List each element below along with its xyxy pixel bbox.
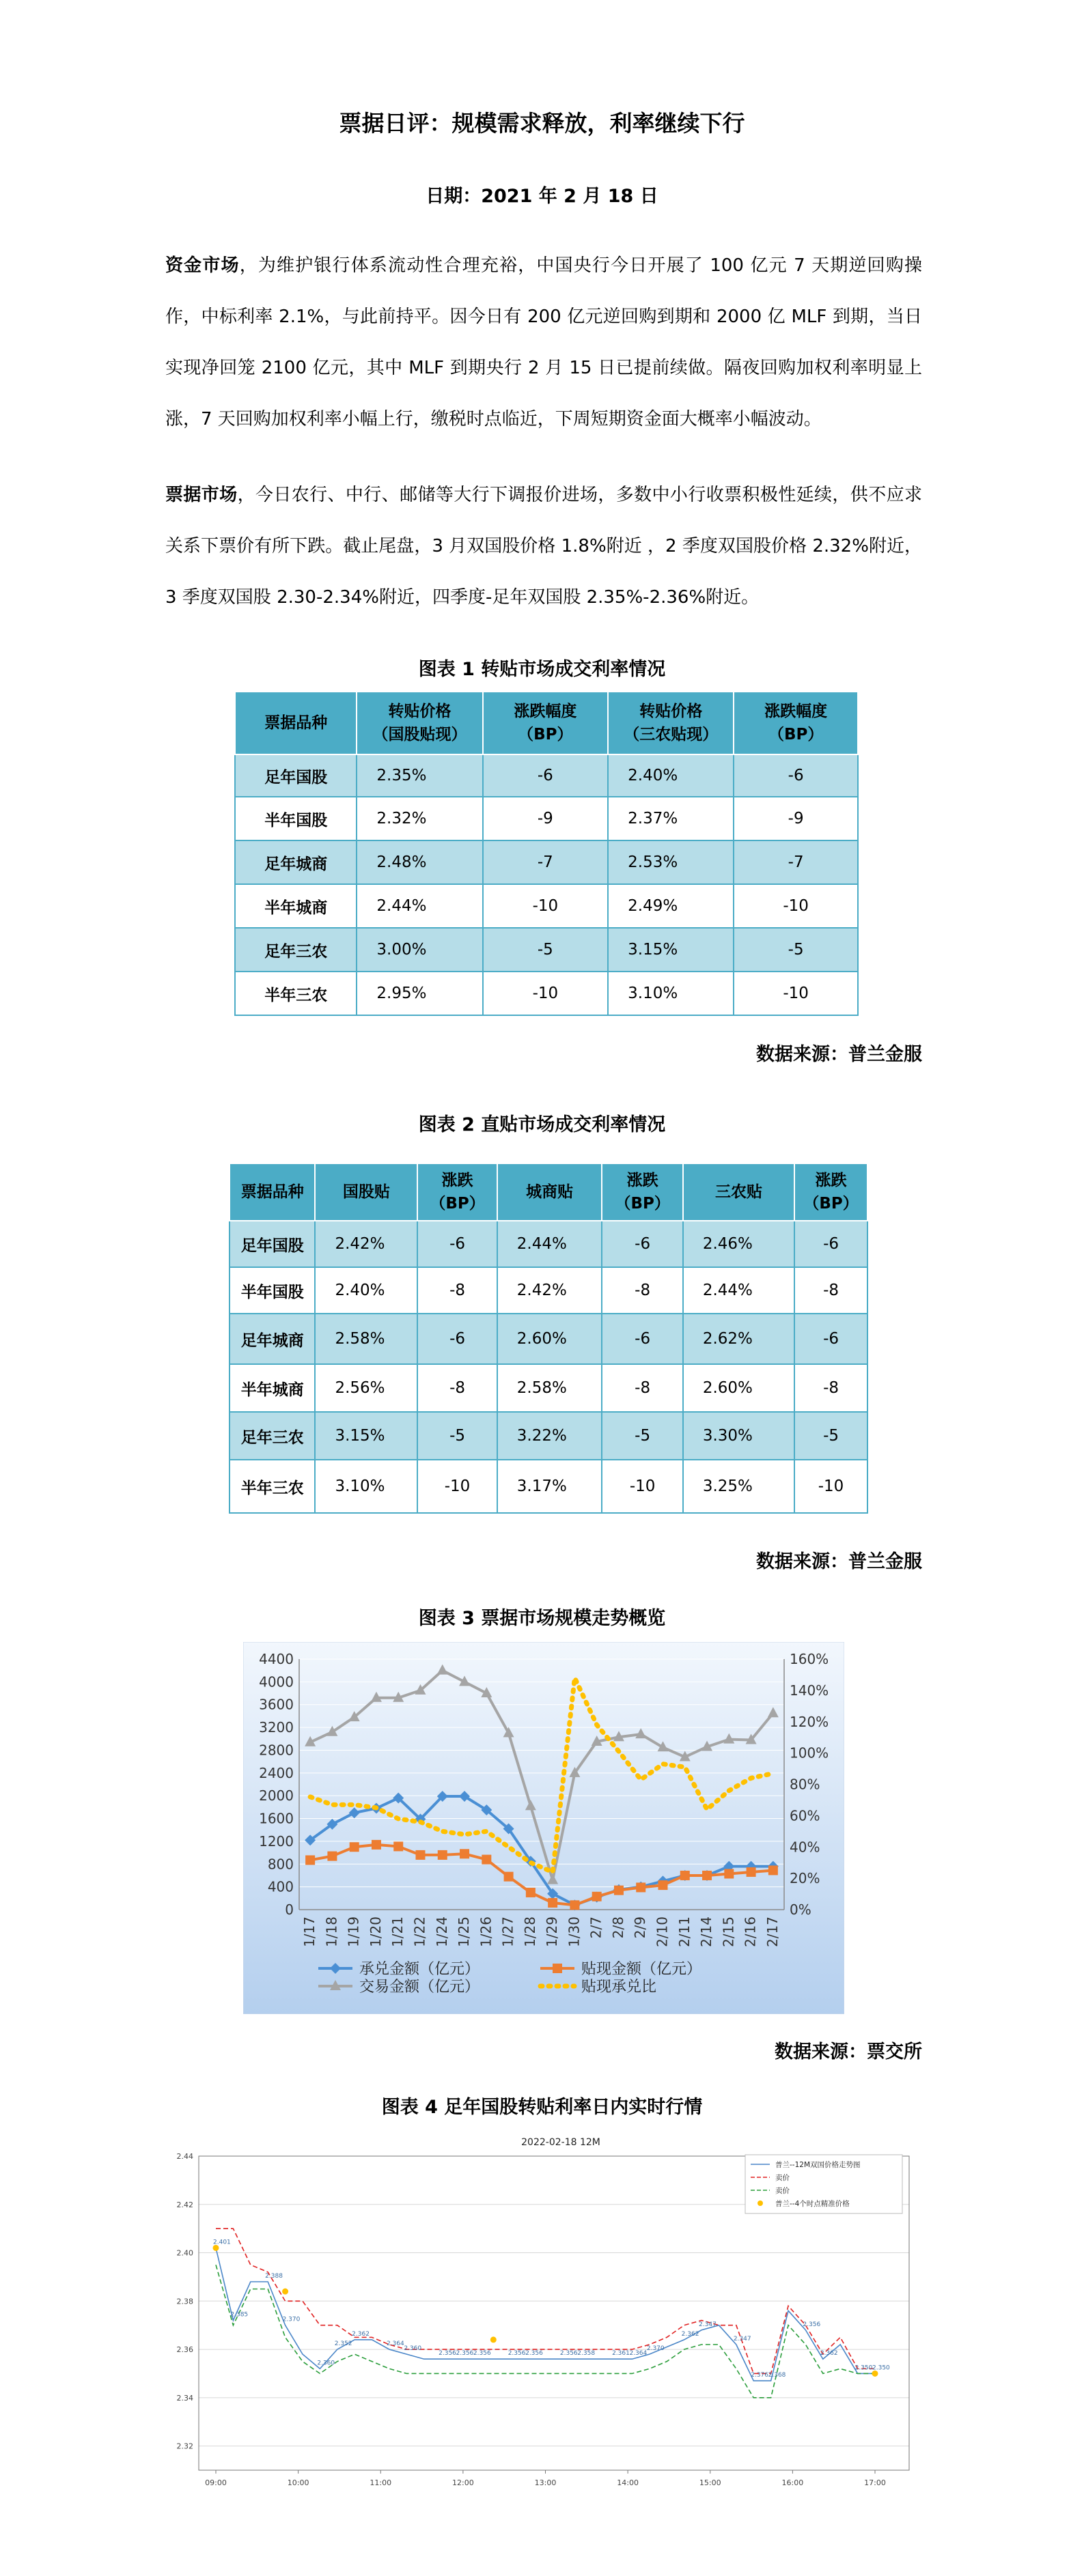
row-label-cell: 半年三农 (230, 1460, 315, 1513)
legend-label: 卖价 (775, 2174, 790, 2182)
x-tick-label: 1/25 (456, 1916, 473, 1947)
table-direct-discount-rates (229, 1163, 868, 1514)
y-tick-label: 2.42 (176, 2200, 193, 2209)
table-header-cell: 城商贴 (497, 1163, 602, 1221)
x-tick-label: 2/15 (720, 1916, 737, 1947)
data-label: 2.362 (820, 2350, 838, 2358)
legend-marker (553, 1964, 562, 1973)
row-label-cell: 足年城商 (230, 1314, 315, 1364)
row-label-cell: 足年国股 (230, 1221, 315, 1267)
bill-market-scale-chart (243, 1642, 844, 2014)
table-cell: 3.15% (608, 928, 734, 972)
table-cell: -5 (794, 1412, 867, 1460)
table-rediscount-rates (234, 691, 859, 1016)
table-cell: 3.00% (357, 928, 482, 972)
data-label: 2.347 (733, 2336, 751, 2343)
table-cell: 2.60% (497, 1314, 602, 1364)
table-cell: -8 (794, 1364, 867, 1412)
data-point (416, 1850, 426, 1860)
y-tick-label: 2.38 (176, 2297, 193, 2306)
data-label: 2.362 (681, 2330, 699, 2338)
paragraph-lead: 资金市场 (165, 255, 240, 276)
table-header-cell: 三农贴 (683, 1163, 794, 1221)
legend-label: 交易金额（亿元） (359, 1979, 480, 1996)
paragraph-text: ，今日农行、中行、邮储等大行下调报价进场，多数中小行收票积极性延续，供不应求关系下票价有所下跌。截止尾盘，3 月双国股价格 1.8%附近 ，2 季度双国股价格 2.32%附近，3 季度双国股 2.30-2.34%附近，四季度-足年双国股 2.35%-2.36%附近。 (165, 485, 922, 608)
x-tick-label: 10:00 (287, 2478, 309, 2487)
data-label: 2.401 (213, 2239, 231, 2246)
data-point (305, 1855, 315, 1865)
x-tick-label: 1/17 (301, 1916, 318, 1947)
data-point (504, 1872, 514, 1882)
table-row (230, 1364, 867, 1412)
data-label: 2.370 (282, 2316, 301, 2323)
data-point (724, 1869, 734, 1878)
data-label: 2.356 (439, 2350, 456, 2358)
data-point (747, 1867, 756, 1877)
row-label-cell: 半年三农 (235, 972, 357, 1015)
page-title: 票据日评：规模需求释放，利率继续下行 (339, 110, 745, 137)
x-tick-label: 1/24 (433, 1916, 450, 1947)
legend-label: 普兰--12M双国价格走势图 (775, 2161, 861, 2169)
table-cell: 2.44% (683, 1267, 794, 1314)
table-cell: -6 (794, 1221, 867, 1267)
data-point (702, 1871, 712, 1880)
data-point (438, 1850, 447, 1860)
data-label: 2.356 (559, 2350, 578, 2358)
table-cell: 3.10% (608, 972, 734, 1015)
legend-label: 贴现金额（亿元） (581, 1961, 702, 1978)
table-header-cell: 涨跌 （BP） (602, 1163, 682, 1221)
y-tick-label: 2.44 (176, 2152, 193, 2161)
legend-label: 贴现承兑比 (581, 1979, 657, 1996)
data-point (614, 1886, 624, 1895)
table-cell: 2.40% (315, 1267, 417, 1314)
x-tick-label: 1/21 (389, 1916, 406, 1947)
y-tick-label: 2.34 (176, 2393, 193, 2403)
row-label-cell: 足年国股 (235, 754, 357, 797)
y-right-tick-label: 160% (790, 1651, 829, 1667)
table-cell: -5 (417, 1412, 497, 1460)
table-header-cell: 转贴价格 （三农贴现） (608, 692, 734, 754)
table-cell: 3.25% (683, 1460, 794, 1513)
y-right-tick-label: 120% (790, 1713, 829, 1730)
table-header-row (230, 1163, 867, 1221)
legend-label: 普兰--4个时点精准价格 (775, 2200, 850, 2208)
data-point (548, 1898, 557, 1908)
y-left-tick-label: 1600 (259, 1810, 294, 1827)
table-row (230, 1412, 867, 1460)
table-cell: 3.10% (315, 1460, 417, 1513)
data-point (372, 1840, 381, 1850)
table-row (235, 928, 858, 972)
y-left-tick-label: 4400 (259, 1651, 294, 1667)
table-header-cell: 涨跌幅度 （BP） (734, 692, 858, 754)
table-cell: 2.49% (608, 884, 734, 928)
table-cell: -6 (483, 754, 609, 797)
table-cell: -6 (417, 1314, 497, 1364)
table-cell: -9 (734, 797, 858, 840)
row-label-cell: 足年三农 (235, 928, 357, 972)
y-left-tick-label: 800 (267, 1856, 294, 1873)
table-cell: 2.56% (315, 1364, 417, 1412)
data-label: 2.358 (577, 2350, 596, 2358)
data-point (350, 1842, 359, 1852)
data-label: 2.368 (768, 2372, 786, 2379)
table-header-cell: 转贴价格 （国股贴现） (357, 692, 482, 754)
table-row (230, 1267, 867, 1314)
figure3-source: 数据来源：票交所 (775, 2041, 922, 2063)
y-tick-label: 2.32 (176, 2441, 193, 2451)
table1-title: 图表 1 转贴市场成交利率情况 (418, 659, 666, 680)
paragraph-text: ，为维护银行体系流动性合理充裕，中国央行今日开展了 100 亿元 7 天期逆回购操作，中标利率 2.1%，与此前持平。因今日有 200 亿元逆回购到期和 2000 亿 MLF 到期，当日实现净回笼 2100 亿元，其中 MLF 到期央行 2 月 15 日已提前续做。隔夜回购加权利率明显上涨，7 天回购加权利率小幅上行，缴税时点临近，下周短期资金面大概率小幅波动。 (165, 255, 922, 429)
y-left-tick-label: 0 (285, 1901, 294, 1918)
x-tick-label: 11:00 (370, 2478, 392, 2487)
table-row (230, 1221, 867, 1267)
y-left-tick-label: 3600 (259, 1696, 294, 1713)
table-header-row (235, 692, 858, 754)
x-tick-label: 14:00 (617, 2478, 639, 2487)
table-cell: 2.35% (357, 754, 482, 797)
table-row (235, 797, 858, 840)
table-cell: 2.37% (608, 797, 734, 840)
table-cell: -7 (734, 840, 858, 884)
table-cell: -6 (417, 1221, 497, 1267)
data-label: 2.352 (334, 2340, 352, 2348)
data-point (460, 1849, 469, 1858)
x-tick-label: 12:00 (452, 2478, 474, 2487)
data-point (393, 1841, 403, 1851)
y-tick-label: 2.36 (176, 2345, 193, 2355)
precise-price-point (490, 2336, 497, 2343)
table-cell: 2.48% (357, 840, 482, 884)
table-cell: -6 (734, 754, 858, 797)
table-cell: -6 (602, 1314, 682, 1364)
data-point (526, 1888, 536, 1897)
data-label: 2.360 (404, 2345, 422, 2353)
table-cell: -10 (734, 884, 858, 928)
x-tick-label: 1/30 (566, 1916, 583, 1947)
table-cell: -6 (794, 1314, 867, 1364)
data-label: 2.356 (508, 2350, 526, 2358)
table-cell: 2.95% (357, 972, 482, 1015)
x-tick-label: 2/14 (698, 1916, 715, 1947)
table-row (235, 754, 858, 797)
data-point (327, 1852, 337, 1861)
data-label: 2.356 (456, 2350, 474, 2358)
table-header-cell: 涨跌幅度 （BP） (483, 692, 609, 754)
table-cell: -8 (794, 1267, 867, 1314)
table-row (230, 1460, 867, 1513)
chart-title: 2022-02-18 12M (521, 2137, 600, 2148)
table2-title: 图表 2 直贴市场成交利率情况 (418, 1114, 666, 1135)
x-tick-label: 16:00 (781, 2478, 804, 2487)
legend-marker (758, 2200, 763, 2206)
table-cell: 2.44% (497, 1221, 602, 1267)
data-label: 2.385 (230, 2311, 249, 2319)
precise-price-point (282, 2289, 288, 2295)
data-point (768, 1865, 778, 1875)
y-right-tick-label: 60% (790, 1807, 820, 1824)
x-tick-label: 1/28 (521, 1916, 538, 1947)
table-cell: -10 (794, 1460, 867, 1513)
report-date: 日期：2021 年 2 月 18 日 (426, 186, 658, 207)
data-point (680, 1871, 690, 1880)
table-row (230, 1314, 867, 1364)
y-left-tick-label: 2800 (259, 1742, 294, 1759)
table-cell: 3.17% (497, 1460, 602, 1513)
data-label: 2.360 (317, 2360, 335, 2367)
y-left-tick-label: 400 (267, 1878, 294, 1895)
data-label: 2.356 (473, 2350, 491, 2358)
y-right-tick-label: 80% (790, 1776, 820, 1793)
table-cell: 2.42% (315, 1221, 417, 1267)
data-label: 2.364 (629, 2350, 648, 2358)
x-tick-label: 13:00 (534, 2478, 557, 2487)
figure3-title: 图表 3 票据市场规模走势概览 (418, 1608, 666, 1629)
data-point (636, 1882, 645, 1892)
table-cell: -10 (483, 884, 609, 928)
paragraph-lead: 票据市场 (165, 485, 238, 505)
y-right-tick-label: 140% (790, 1682, 829, 1699)
data-label: 2.347 (699, 2321, 717, 2328)
legend-label: 卖价 (775, 2187, 790, 2195)
row-label-cell: 半年城商 (230, 1364, 315, 1412)
row-label-cell: 半年国股 (230, 1267, 315, 1314)
table-cell: 2.46% (683, 1221, 794, 1267)
table-cell: 2.42% (497, 1267, 602, 1314)
data-label: 2.370 (646, 2345, 665, 2353)
row-label-cell: 半年国股 (235, 797, 357, 840)
table-cell: -5 (483, 928, 609, 972)
y-left-tick-label: 2400 (259, 1764, 294, 1781)
table-header-cell: 涨跌 （BP） (794, 1163, 867, 1221)
table-header-cell: 国股贴 (315, 1163, 417, 1221)
y-tick-label: 2.40 (176, 2248, 193, 2258)
table-cell: 2.62% (683, 1314, 794, 1364)
data-point (658, 1880, 668, 1890)
table-cell: -5 (602, 1412, 682, 1460)
table-row (235, 972, 858, 1015)
y-right-tick-label: 40% (790, 1839, 820, 1856)
table-cell: 2.58% (497, 1364, 602, 1412)
y-right-tick-label: 20% (790, 1870, 820, 1887)
table-cell: -9 (483, 797, 609, 840)
row-label-cell: 足年城商 (235, 840, 357, 884)
x-tick-label: 2/9 (632, 1916, 649, 1939)
data-label: 2.356 (525, 2350, 543, 2358)
table-cell: -8 (417, 1364, 497, 1412)
table-cell: -10 (417, 1460, 497, 1513)
table-cell: -10 (734, 972, 858, 1015)
table-cell: -10 (483, 972, 609, 1015)
y-left-tick-label: 2000 (259, 1787, 294, 1804)
data-point (570, 1900, 579, 1910)
intraday-rate-chart (165, 2129, 920, 2491)
data-label: 2.362 (352, 2330, 370, 2338)
table1-source: 数据来源：普兰金服 (756, 1044, 922, 1065)
data-label: 2.350 (872, 2364, 890, 2372)
x-tick-label: 2/7 (587, 1916, 604, 1939)
table-cell: 2.60% (683, 1364, 794, 1412)
x-tick-label: 1/20 (367, 1916, 384, 1947)
row-label-cell: 半年城商 (235, 884, 357, 928)
table-cell: 3.22% (497, 1412, 602, 1460)
legend-label: 承兑金额（亿元） (359, 1961, 480, 1978)
table-cell: -8 (602, 1364, 682, 1412)
y-left-tick-label: 3200 (259, 1719, 294, 1736)
table-cell: -5 (734, 928, 858, 972)
y-right-tick-label: 0% (790, 1901, 811, 1918)
data-point (592, 1892, 602, 1901)
table-cell: 2.58% (315, 1314, 417, 1364)
x-tick-label: 1/27 (499, 1916, 516, 1947)
y-right-tick-label: 100% (790, 1744, 829, 1761)
table-header-cell: 涨跌 （BP） (417, 1163, 497, 1221)
x-tick-label: 2/10 (654, 1916, 671, 1947)
table-row (235, 884, 858, 928)
table-cell: -6 (602, 1221, 682, 1267)
x-tick-label: 1/26 (477, 1916, 495, 1947)
figure4-title: 图表 4 足年国股转贴利率日内实时行情 (381, 2097, 703, 2118)
table-cell: 2.53% (608, 840, 734, 884)
table-header-cell: 票据品种 (235, 692, 357, 754)
x-tick-label: 2/16 (742, 1916, 759, 1947)
data-label: 2.361 (612, 2350, 630, 2358)
table-cell: 2.32% (357, 797, 482, 840)
data-label: 2.350 (854, 2364, 873, 2372)
x-tick-label: 1/29 (544, 1916, 561, 1947)
x-tick-label: 17:00 (864, 2478, 886, 2487)
table-row (235, 840, 858, 884)
x-tick-label: 1/22 (411, 1916, 428, 1947)
table2-source: 数据来源：普兰金服 (756, 1551, 922, 1572)
y-left-tick-label: 4000 (259, 1673, 294, 1690)
table-cell: -7 (483, 840, 609, 884)
data-label: 2.388 (265, 2273, 283, 2280)
x-tick-label: 1/18 (323, 1916, 340, 1947)
table-cell: 2.40% (608, 754, 734, 797)
x-tick-label: 09:00 (205, 2478, 227, 2487)
table-cell: 3.15% (315, 1412, 417, 1460)
table-cell: -10 (602, 1460, 682, 1513)
row-label-cell: 足年三农 (230, 1412, 315, 1460)
table-header-cell: 票据品种 (230, 1163, 315, 1221)
data-label: 2.364 (386, 2340, 404, 2348)
data-label: 2.356 (803, 2321, 821, 2328)
paragraph-bill-market (165, 470, 922, 623)
paragraph-money-market (165, 240, 922, 445)
data-point (482, 1855, 491, 1865)
table-cell: -8 (602, 1267, 682, 1314)
x-tick-label: 2/8 (609, 1916, 626, 1939)
x-tick-label: 1/19 (345, 1916, 362, 1947)
x-tick-label: 2/17 (764, 1916, 781, 1947)
table-cell: 3.30% (683, 1412, 794, 1460)
table-cell: 2.44% (357, 884, 482, 928)
x-tick-label: 15:00 (699, 2478, 721, 2487)
y-left-tick-label: 1200 (259, 1832, 294, 1850)
table-cell: -8 (417, 1267, 497, 1314)
x-tick-label: 2/11 (676, 1916, 693, 1947)
data-label: 2.376 (751, 2372, 769, 2379)
